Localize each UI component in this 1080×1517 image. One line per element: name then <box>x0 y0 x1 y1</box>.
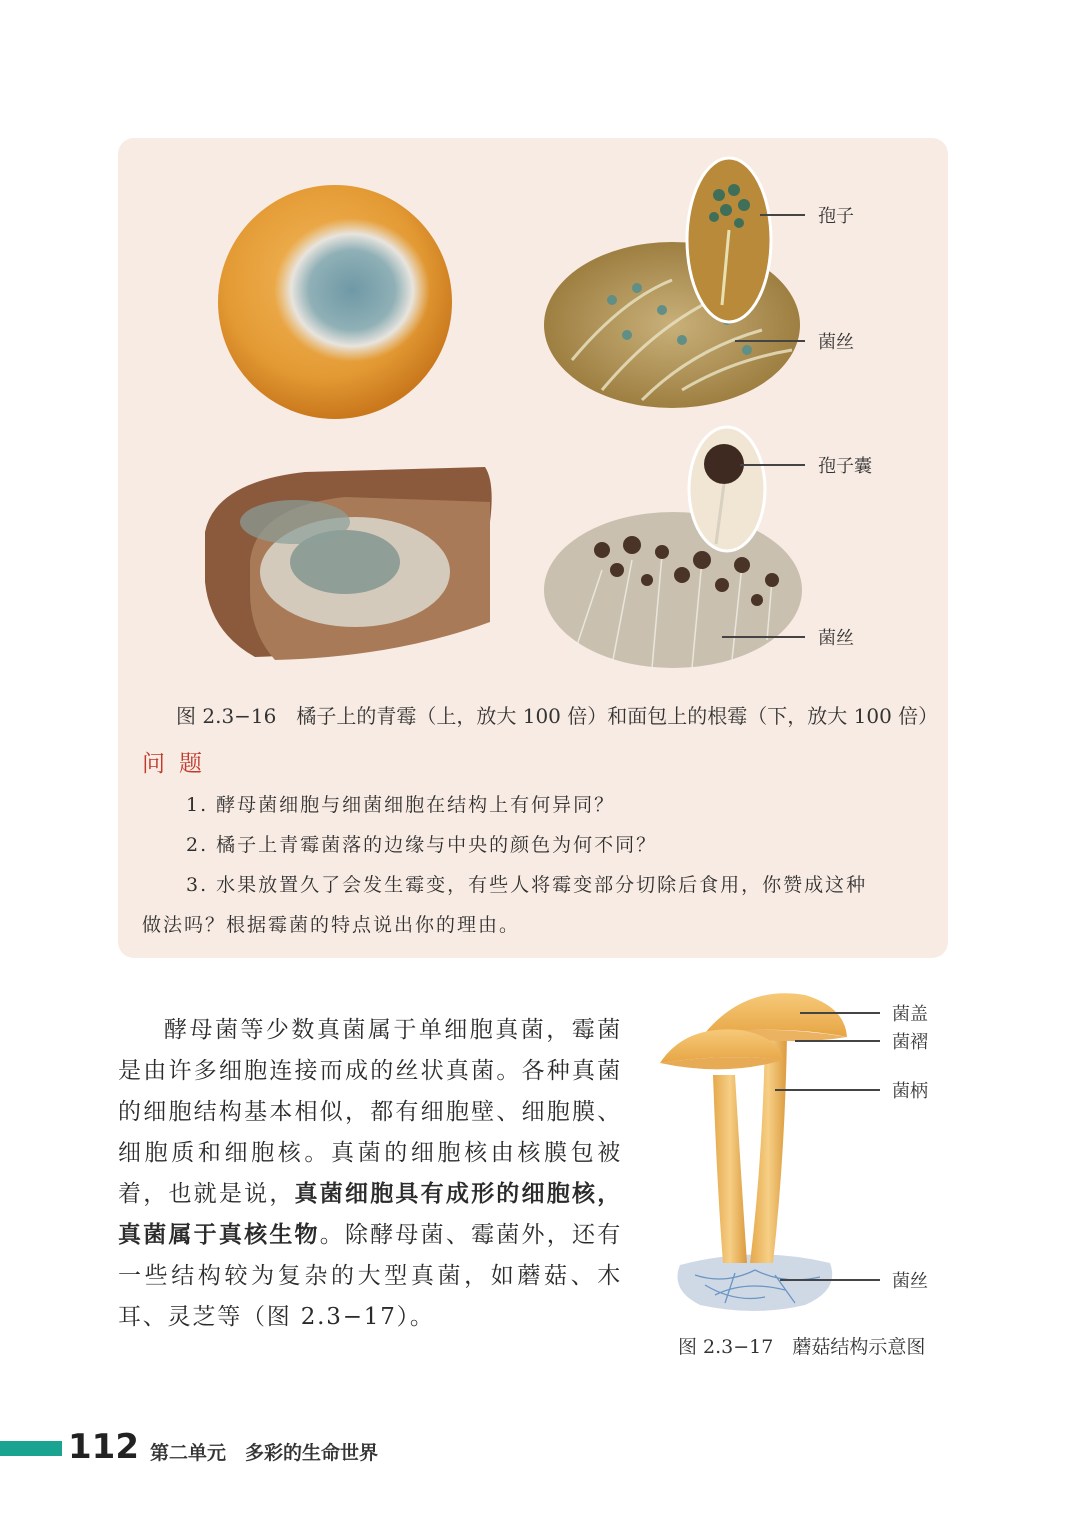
label-hypha: 菌丝 <box>892 1271 928 1292</box>
questions-title: 问题 <box>142 751 216 777</box>
hypha-bottom-leader <box>722 636 805 638</box>
moldy-bread-image <box>195 462 500 662</box>
question-3-line2: 做法吗？根据霉菌的特点说出你的理由。 <box>142 914 521 936</box>
label-cap: 菌盖 <box>892 1004 928 1025</box>
question-1: 1. 酵母菌细胞与细菌细胞在结构上有何异同？ <box>186 794 616 816</box>
hypha-leader <box>780 1279 880 1281</box>
rhizopus-inset <box>686 424 768 554</box>
unit-title: 第二单元 多彩的生命世界 <box>150 1442 379 1464</box>
label-hypha-bottom: 菌丝 <box>818 628 854 649</box>
label-spore: 孢子 <box>818 206 854 227</box>
penicillium-inset <box>684 155 774 325</box>
question-3-line1: 3. 水果放置久了会发生霉变，有些人将霉变部分切除后食用，你赞成这种 <box>186 874 868 896</box>
label-stalk: 菌柄 <box>892 1081 928 1102</box>
question-2: 2. 橘子上青霉菌落的边缘与中央的颜色为何不同？ <box>186 834 658 856</box>
moldy-orange-image <box>210 182 460 422</box>
mushroom-caption: 图 2.3−17 蘑菇结构示意图 <box>678 1336 926 1358</box>
sporangium-leader <box>740 464 805 466</box>
figure-caption: 图 2.3−16 橘子上的青霉（上，放大 100 倍）和面包上的根霉（下，放大 100 倍） <box>176 704 939 728</box>
gills-leader <box>795 1040 880 1042</box>
page-number: 112 <box>68 1427 139 1467</box>
body-text-2: 。除酵母菌、霉菌外，还有一些结构较为复杂的大型真菌，如蘑菇、木耳、灵芝等（图 2.3−17）。 <box>118 1222 622 1330</box>
footer-accent-bar <box>0 1441 62 1456</box>
body-text-1: 酵母菌等少数真菌属于单细胞真菌，霉菌是由许多细胞连接而成的丝状真菌。各种真菌的细胞结构基本相似，都有细胞壁、细胞膜、细胞质和细胞核。真菌的细胞核由核膜包被着，也就是说， <box>118 1017 622 1207</box>
mushroom-diagram <box>655 985 855 1320</box>
label-hypha-top: 菌丝 <box>818 332 854 353</box>
body-paragraph <box>118 1010 622 1338</box>
spore-leader <box>760 214 805 216</box>
cap-leader <box>800 1012 880 1014</box>
label-sporangium: 孢子囊 <box>818 456 872 477</box>
stalk-leader <box>775 1089 880 1091</box>
body-text-bold: 真菌细胞具有成形的细胞核，真菌属于真核生物 <box>118 1181 622 1248</box>
label-gills: 菌褶 <box>892 1032 928 1053</box>
hypha-top-leader <box>735 340 805 342</box>
